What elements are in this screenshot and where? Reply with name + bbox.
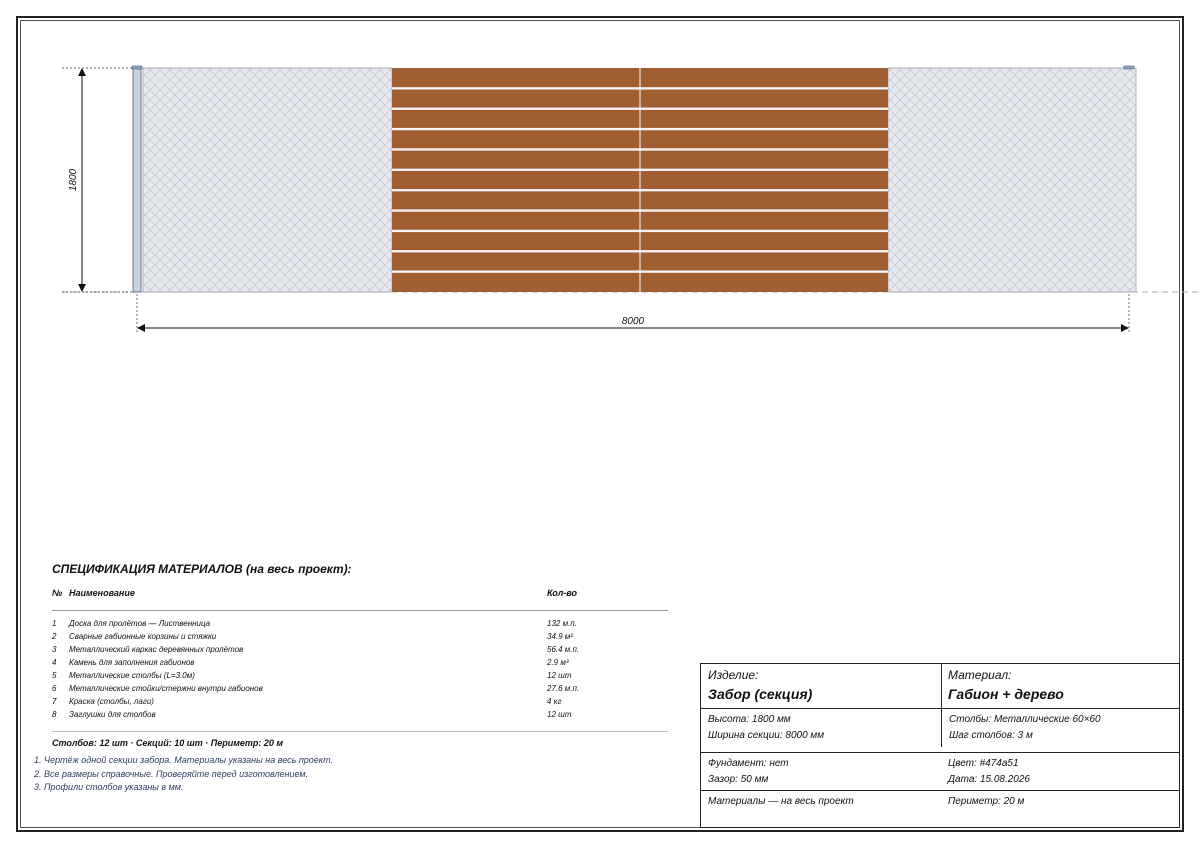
height-arrow-top (78, 68, 86, 76)
spec-row (52, 695, 668, 708)
spec-row-qty: 2.9 м³ (547, 658, 569, 667)
spec-row-name: Металлические стойки/стержни внутри габионов (69, 684, 263, 693)
color-text: Цвет: #474a51 (948, 758, 1019, 769)
note-item: 1. Чертёж одной секции забора. Материалы указаны на весь проект. (34, 755, 334, 765)
spec-row-num: 7 (52, 697, 57, 706)
spec-row-name: Сварные габионные корзины и стяжки (69, 632, 217, 641)
spec-row-qty: 27.6 м.п. (547, 684, 580, 693)
title-block-color-date (941, 753, 1179, 791)
spec-header-name: Наименование (69, 588, 135, 598)
spec-row-num: 6 (52, 684, 57, 693)
post-left-cap (132, 66, 142, 69)
drawing-notes (34, 754, 333, 795)
post-left (133, 68, 141, 292)
title-block-material (941, 664, 1179, 708)
width-arrow-left (137, 324, 145, 332)
gabion-left-mesh (143, 68, 392, 292)
spec-header-qty: Кол-во (547, 588, 577, 598)
spec-row-name: Краска (столбы, лаги) (69, 697, 154, 706)
posts-text: Столбы: Металлические 60×60 (949, 714, 1101, 725)
spec-row-name: Металлические столбы (L=3.0м) (69, 671, 195, 680)
gabion-right-mesh (888, 68, 1136, 292)
spec-row-num: 4 (52, 658, 57, 667)
spec-row-name: Металлический каркас деревянных пролётов (69, 645, 244, 654)
spec-row (52, 682, 668, 695)
material-value: Габион + дерево (948, 686, 1064, 702)
title-block-dimensions (701, 709, 941, 747)
spec-header-row (52, 588, 668, 611)
spec-row-qty: 12 шт (547, 710, 572, 719)
title-block-header-row (701, 664, 1179, 708)
product-value: Забор (секция) (708, 686, 813, 702)
spec-row-num: 3 (52, 645, 57, 654)
perimeter-text: Периметр: 20 м (948, 796, 1025, 807)
spec-row (52, 708, 668, 721)
title-block-dimensions-row (701, 709, 1179, 747)
spec-row (52, 669, 668, 682)
post-right-cap (1124, 66, 1134, 69)
foundation-text: Фундамент: нет (708, 758, 789, 769)
width-dim-label: 8000 (621, 316, 645, 327)
spec-summary: Столбов: 12 шт · Секций: 10 шт · Периметр: 20 м (52, 731, 668, 748)
spec-row-num: 5 (52, 671, 57, 680)
title-block-posts (941, 709, 1179, 747)
spec-row-name: Заглушки для столбов (69, 710, 156, 719)
materials-spec (52, 562, 668, 748)
height-text: Высота: 1800 мм (708, 714, 791, 725)
spec-row-qty: 56.4 м.п. (547, 645, 580, 654)
spec-row-qty: 34.9 м² (547, 632, 573, 641)
spec-title: СПЕЦИФИКАЦИЯ МАТЕРИАЛОВ (на весь проект): (52, 562, 352, 576)
note-item: 2. Все размеры справочные. Проверяйте перед изготовлением. (34, 768, 309, 779)
note-item: 3. Профили столбов указаны в мм. (34, 782, 184, 792)
spec-row (52, 617, 668, 630)
spec-row (52, 630, 668, 643)
title-block-foundation-row (701, 753, 1179, 791)
spec-row-qty: 132 м.п. (547, 619, 577, 628)
height-dim-label: 1800 (68, 168, 79, 192)
post-step-text: Шаг столбов: 3 м (949, 730, 1033, 741)
spec-row (52, 656, 668, 669)
spec-header-num: № (52, 588, 63, 598)
product-label: Изделие: (708, 668, 759, 682)
spec-row (52, 643, 668, 656)
height-arrow-bottom (78, 284, 86, 292)
spec-row-num: 2 (52, 632, 57, 641)
spec-row-qty: 4 кг (547, 697, 562, 706)
title-block (700, 663, 1180, 828)
spec-row-name: Доска для пролётов — Лиственница (69, 619, 211, 628)
title-block-foundation (701, 753, 941, 791)
spec-row-num: 8 (52, 710, 57, 719)
date-text: Дата: 15.08.2026 (948, 774, 1030, 785)
gap-text: Зазор: 50 мм (708, 774, 769, 785)
spec-rows (52, 611, 668, 721)
width-arrow-right (1121, 324, 1129, 332)
title-block-footer-row (701, 791, 1179, 813)
material-label: Материал: (948, 668, 1012, 682)
section-width-text: Ширина секции: 8000 мм (708, 730, 825, 741)
spec-row-qty: 12 шт (547, 671, 572, 680)
spec-row-num: 1 (52, 619, 57, 628)
title-block-product (701, 664, 941, 708)
materials-note: Материалы — на весь проект (708, 796, 854, 807)
spec-row-name: Камень для заполнения габионов (69, 658, 195, 667)
